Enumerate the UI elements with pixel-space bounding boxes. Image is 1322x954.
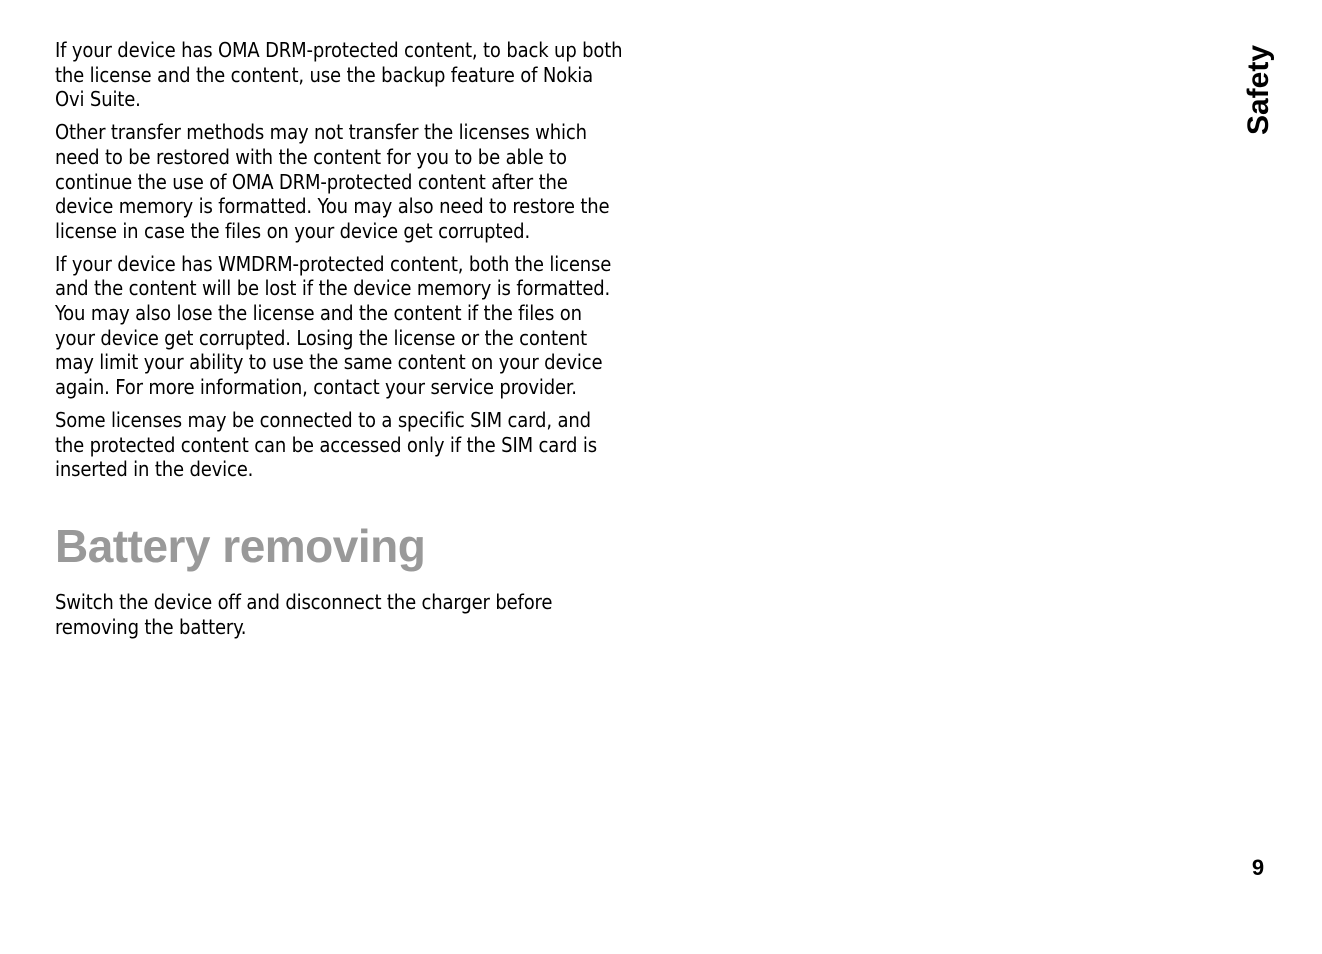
paragraph-sim-card-licenses: Some licenses may be connected to a specific SIM card, and the protected content can be accessed only if the SIM card is inserted in the device.: [55, 407, 597, 482]
paragraph-wmdrm-content: If your device has WMDRM-protected content, both the license and the content will be lost if the device memory is formatted. You may also lose the license and the content if the files on your device get corrupted. Losing the license or the content may limit your ability to use the same content on your device again. For more information, contact your service provider.: [55, 251, 612, 400]
section-heading-battery-removing: Battery removing: [55, 519, 426, 572]
chapter-side-tab: [1232, 36, 1286, 144]
paragraph-other-transfer-methods: Other transfer methods may not transfer the licenses which need to be restored with the content for you to be able to continue the use of OMA DRM-protected content after the device memory is formatted. You may also need to restore the license in case the files on your device get corrupted.: [55, 120, 610, 243]
paragraph-oma-drm-backup: If your device has OMA DRM-protected content, to back up both the license and the content, use the backup feature of Nokia Ovi Suite.: [55, 38, 623, 112]
page-content: [55, 38, 625, 647]
paragraph-battery-removing: Switch the device off and disconnect the charger before removing the battery.: [55, 589, 553, 639]
page-number: 9: [1251, 855, 1265, 880]
chapter-title: Safety: [1242, 44, 1275, 136]
